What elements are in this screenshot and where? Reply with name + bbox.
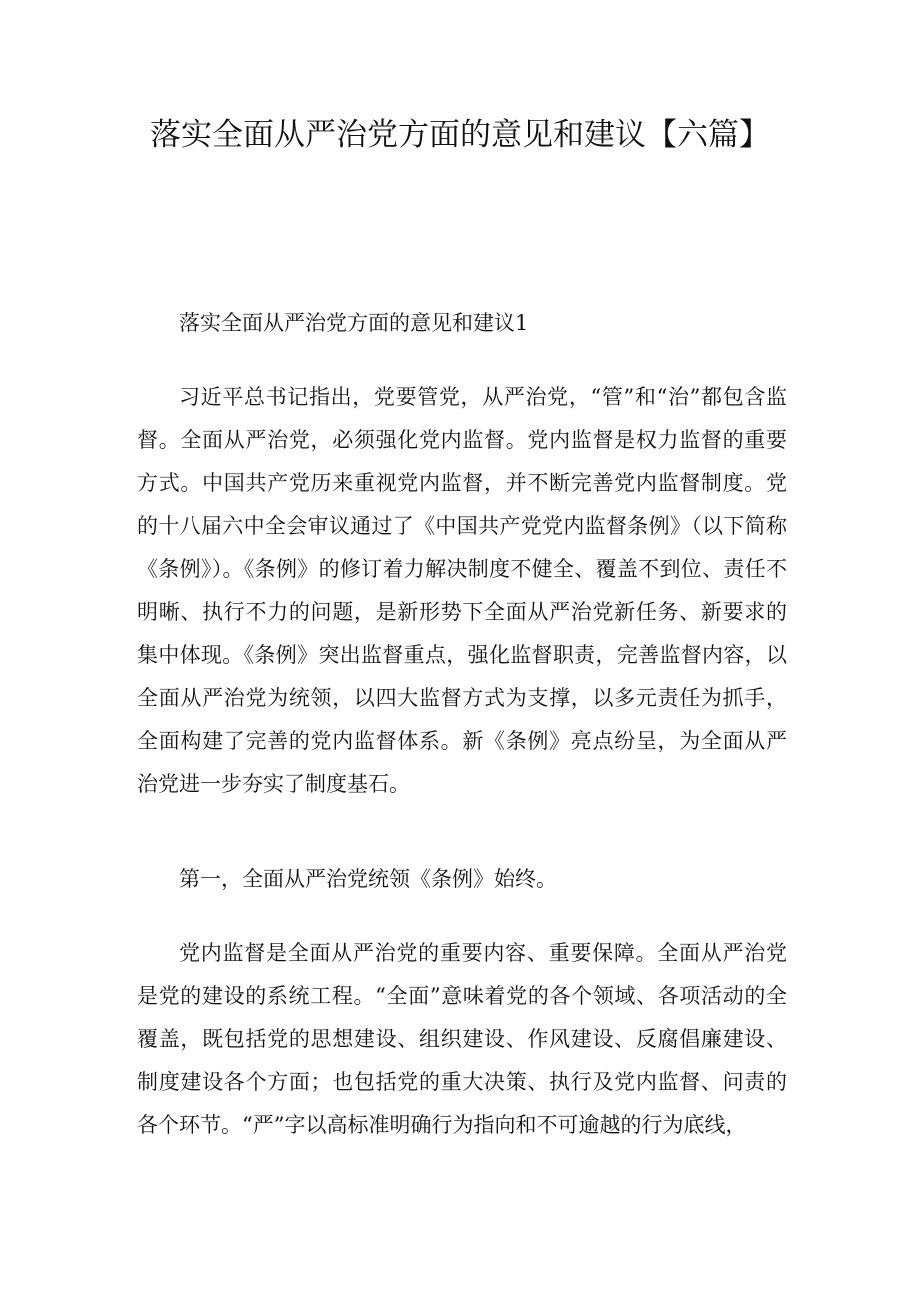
point-heading-one: 第一，全面从严治党统领《条例》始终。 [179,867,557,891]
body-paragraph-intro: 习近平总书记指出，党要管党，从严治党，“管”和“治”都包含监督。全面从严治党，必须强化党内监督。党内监督是权力监督的重要方式。中国共产党历来重视党内监督，并不断完善党内监督制度。党的十八届六中全会审议通过了《中国共产党党内监督条例》（以下简称《条例》）。《条例》的修订着力解决制度不健全、覆盖不到位、责任不明晰、执行不力的问题，是新形势下全面从严治党新任务、新要求的集中体现。《条例》突出监督重点，强化监督职责，完善监督内容，以全面从严治党为统领，以四大监督方式为支撑，以多元责任为抓手，全面构建了完善的党内监督体系。新《条例》亮点纷呈，为全面从严治党进一步夯实了制度基石。 [137,385,787,796]
body-paragraph-point-one: 党内监督是全面从严治党的重要内容、重要保障。全面从严治党是党的建设的系统工程。“全面”意味着党的各个领域、各项活动的全覆盖，既包括党的思想建设、组织建设、作风建设、反腐倡廉建设、制度建设各个方面；也包括党的重大决策、执行及党内监督、问责的各个环节。“严”字以高标准明确行为指向和不可逾越的行为底线， [137,941,787,1137]
document-title: 落实全面从严治党方面的意见和建议【六篇】 [150,117,770,153]
section-heading: 落实全面从严治党方面的意见和建议1 [179,311,529,335]
